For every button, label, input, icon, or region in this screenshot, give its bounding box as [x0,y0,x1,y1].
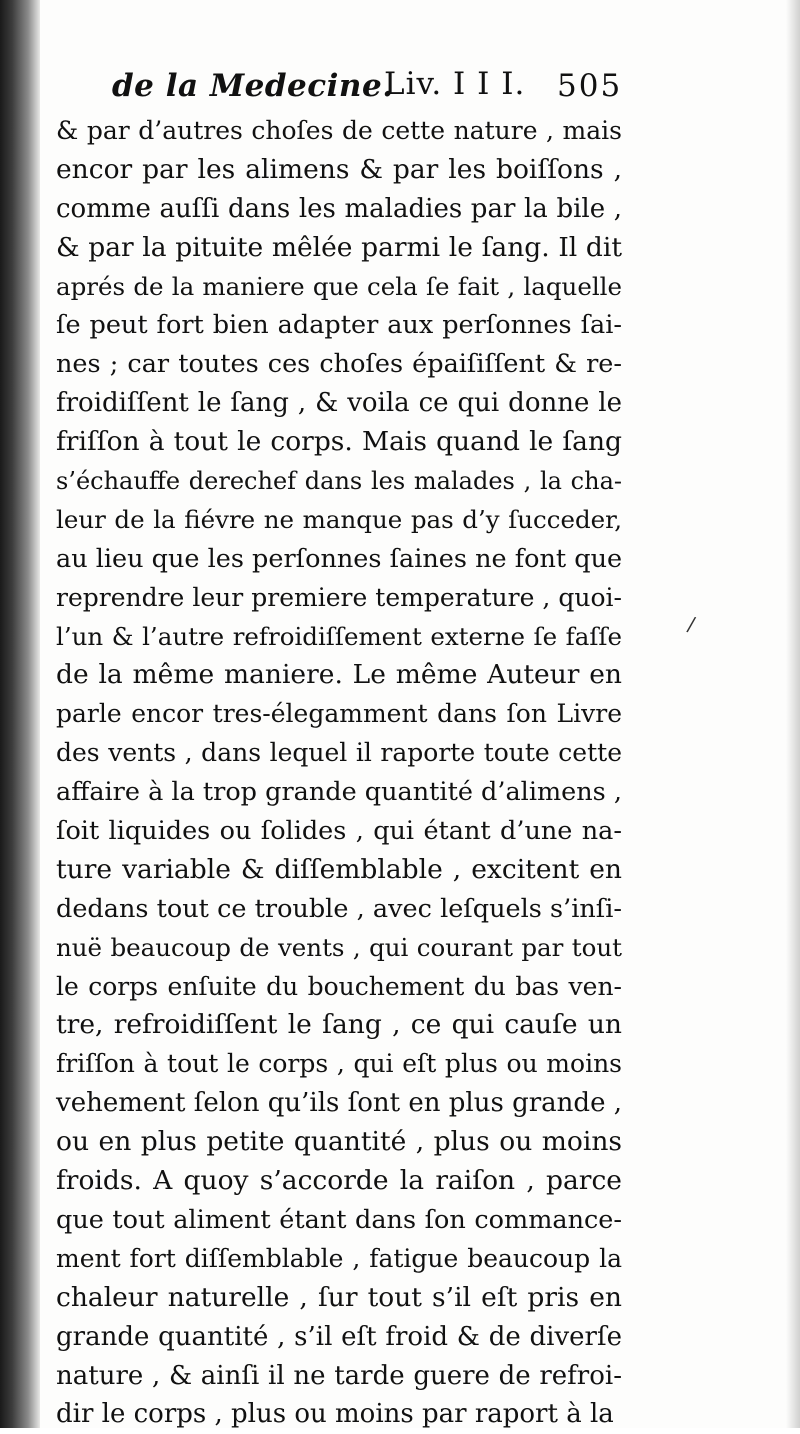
page-edge-shadow [786,0,800,1428]
text-line: comme auſſi dans les maladies par la bile , [56,193,622,224]
text-line: ſoit liquides ou ſolides , qui étant d’une na- [56,816,622,847]
text-line: encor par les alimens & par les boiſſons , [56,153,622,185]
text-line: chaleur naturelle , ſur tout s’il eſt pris en [56,1281,622,1313]
text-line: friſſon à tout le corps , qui eſt plus ou moins [56,1049,622,1079]
text-line: & par la pituite mêlée parmi le ſang. Il dit [56,231,622,263]
text-line: leur de la fiévre ne manque pas d’y ſucceder, [56,504,622,534]
running-header [112,66,632,112]
text-line: froidiſſent le ſang , & voila ce qui donne le [56,388,622,419]
text-line: ment fort diſſemblable , fatigue beaucoup la [56,1243,622,1273]
running-title: de la Medecine. [112,68,394,104]
text-line: des vents , dans lequel il raporte toute cette [56,738,622,768]
text-line: nes ; car toutes ces choſes épaiſiſſent & re- [56,349,622,380]
text-line: parle encor tres-élegamment dans ſon Livre [56,699,622,729]
text-line: s’échauffe derechef dans les malades , la cha- [56,467,622,496]
text-line: tre, refroidiſſent le ſang , ce qui cauſe un [56,1009,622,1041]
text-line: ture variable & diſſemblable , excitent en [56,853,622,885]
text-line: ſe peut fort bien adapter aux perſonnes ſai- [56,310,622,341]
page-gutter-shadow [0,0,40,1428]
text-line: dedans tout ce trouble , avec leſquels s’inſi- [56,893,622,924]
text-line: grande quantité , s’il eſt froid & de diverſe [56,1321,622,1352]
text-line: reprendre leur premiere temperature , quoi- [56,582,622,612]
book-number: Liv. I I I. [384,66,526,102]
text-line: dir le corps , plus ou moins par raport à la [56,1399,614,1430]
text-line: que tout aliment étant dans ſon commance- [56,1204,622,1235]
text-line: & par d’autres choſes de cette nature , mais [56,116,622,145]
body-text [56,112,622,1434]
text-line: affaire à la trop grande quantité d’alimens , [56,777,622,808]
text-line: le corps enſuite du bouchement du bas ven- [56,971,622,1001]
page-number: 505 [557,68,623,104]
text-line: nature , & ainſi il ne tarde guere de refroi- [56,1360,622,1391]
text-line: aprés de la maniere que cela ſe fait , laquelle [56,271,622,301]
text-line: froids. A quoy s’accorde la raiſon , parce [56,1165,622,1197]
text-line: de la même maniere. Le même Auteur en [56,659,622,691]
text-line: vehement ſelon qu’ils ſont en plus grande , [56,1088,622,1119]
margin-mark: / [685,611,698,637]
text-line: nuë beaucoup de vents , qui courant par tout [56,932,622,962]
text-line: au lieu que les perſonnes ſaines ne font que [56,543,623,574]
text-line: friſſon à tout le corps. Mais quand le ſang [56,426,622,458]
text-line: l’un & l’autre refroidiſſement externe ſe faſſe [56,621,622,651]
text-line: ou en plus petite quantité , plus ou moins [56,1126,622,1158]
